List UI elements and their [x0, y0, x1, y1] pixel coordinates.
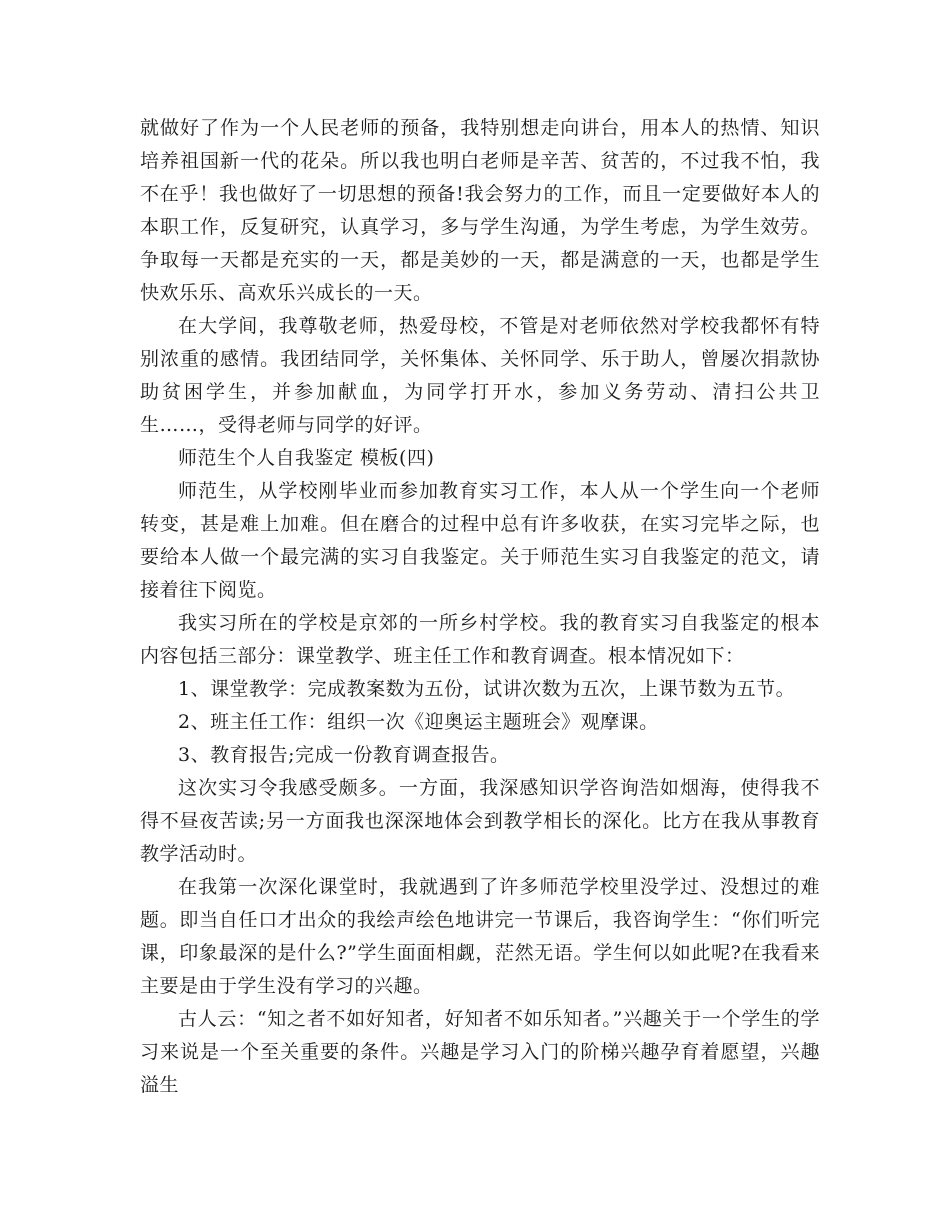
- paragraph-3: 师范生，从学校刚毕业而参加教育实习工作，本人从一个学生向一个老师转变，甚是难上加难。但在磨合的过程中总有许多收获，在实习完毕之际，也要给本人做一个最完满的实习自我鉴定。关于师范生实习自我鉴定的范文，请接着往下阅览。: [140, 480, 820, 601]
- paragraph-4: 我实习所在的学校是京郊的一所乡村学校。我的教育实习自我鉴定的根本内容包括三部分：课堂教学、班主任工作和教育调查。根本情况如下：: [140, 612, 820, 667]
- paragraph-7: 古人云：“知之者不如好知者，好知者不如乐知者。”兴趣关于一个学生的学习来说是一个至关重要的条件。兴趣是学习入门的阶梯兴趣孕育着愿望，兴趣溢生: [140, 1008, 820, 1096]
- list-item-3: 3、教育报告;完成一份教育调查报告。: [178, 744, 510, 766]
- section-heading: 师范生个人自我鉴定 模板(四): [178, 447, 435, 469]
- paragraph-2: 在大学间，我尊敬老师，热爱母校，不管是对老师依然对学校我都怀有特别浓重的感情。我团结同学，关怀集体、关怀同学、乐于助人，曾屡次捐款协助贫困学生，并参加献血，为同学打开水，参加义务劳动、清扫公共卫生……，受得老师与同学的好评。: [140, 315, 820, 436]
- paragraph-5: 这次实习令我感受颇多。一方面，我深感知识学咨询浩如烟海，使得我不得不昼夜苦读;另一方面我也深深地体会到教学相长的深化。比方在我从事教育教学活动时。: [140, 777, 820, 865]
- paragraph-6: 在我第一次深化课堂时，我就遇到了许多师范学校里没学过、没想过的难题。即当自任口才出众的我绘声绘色地讲完一节课后，我咨询学生：“你们听完课，印象最深的是什么?”学生面面相觑，茫然无语。学生何以如此呢?在我看来主要是由于学生没有学习的兴趣。: [140, 876, 820, 997]
- paragraph-1: 就做好了作为一个人民老师的预备，我特别想走向讲台，用本人的热情、知识培养祖国新一代的花朵。所以我也明白老师是辛苦、贫苦的，不过我不怕，我不在乎！我也做好了一切思想的预备!我会努力的工作，而且一定要做好本人的本职工作，反复研究，认真学习，多与学生沟通，为学生考虑，为学生效劳。争取每一天都是充实的一天，都是美妙的一天，都是满意的一天，也都是学生快欢乐乐、高欢乐兴成长的一天。: [140, 117, 820, 304]
- list-item-1: 1、课堂教学：完成教案数为五份，试讲次数为五次，上课节数为五节。: [178, 678, 796, 700]
- list-item-2: 2、班主任工作：组织一次《迎奥运主题班会》观摩课。: [178, 711, 659, 733]
- document-body: [140, 112, 820, 1102]
